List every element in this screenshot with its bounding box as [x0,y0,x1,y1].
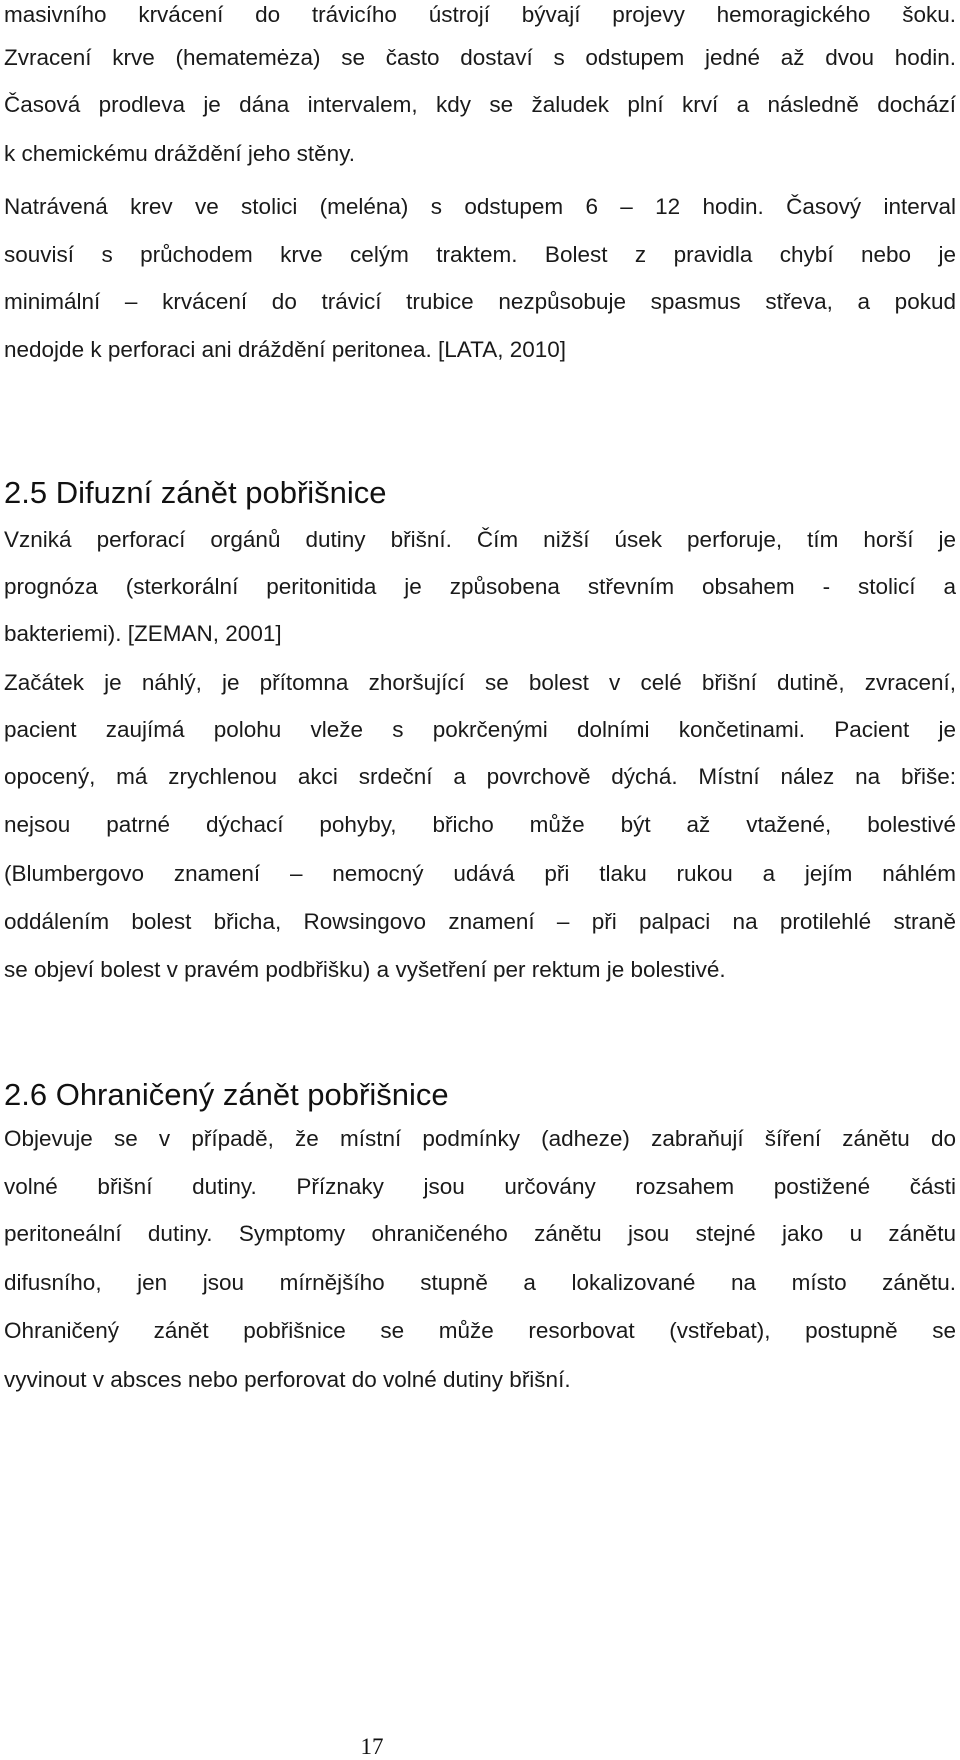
section-heading: 2.6 Ohraničený zánět pobřišnice [4,1077,449,1112]
text-line: vyvinout v absces nebo perforovat do volné dutiny břišní. [4,1367,571,1392]
text-line: volné břišní dutiny. Příznaky jsou určovány rozsahem postižené části [4,1174,956,1199]
text-line: Ohraničený zánět pobřišnice se může resorbovat (vstřebat), postupně se [4,1318,956,1343]
text-line: difusního, jen jsou mírnějšího stupně a lokalizované na místo zánětu. [4,1270,956,1295]
text-line: bakteriemi). [ZEMAN, 2001] [4,621,282,646]
text-line: Zvracení krve (hematemėza) se často dostaví s odstupem jedné až dvou hodin. [4,45,956,70]
text-line: Natrávená krev ve stolici (meléna) s odstupem 6 – 12 hodin. Časový interval [4,194,956,219]
text-line: opocený, má zrychlenou akci srdeční a povrchově dýchá. Místní nález na břiše: [4,764,956,789]
text-line: Začátek je náhlý, je přítomna zhoršující se bolest v celé břišní dutině, zvracení, [4,670,956,695]
text-line: Objevuje se v případě, že místní podmínky (adheze) zabraňují šíření zánětu do [4,1126,956,1151]
text-line: oddálením bolest břicha, Rowsingovo znamení – při palpaci na protilehlé straně [4,909,956,934]
text-line: peritoneální dutiny. Symptomy ohraničeného zánětu jsou stejné jako u zánětu [4,1221,956,1246]
text-line: pacient zaujímá polohu vleže s pokrčenými dolními končetinami. Pacient je [4,717,956,742]
section-heading: 2.5 Difuzní zánět pobřišnice [4,475,387,510]
text-line: k chemickému dráždění jeho stěny. [4,141,356,166]
text-line: nedojde k perforaci ani dráždění peritonea. [LATA, 2010] [4,337,567,362]
text-line: Vzniká perforací orgánů dutiny břišní. Čím nižší úsek perforuje, tím horší je [4,527,956,552]
text-line: souvisí s průchodem krve celým traktem. Bolest z pravidla chybí nebo je [4,242,956,267]
text-line: minimální – krvácení do trávicí trubice nezpůsobuje spasmus střeva, a pokud [4,289,956,314]
text-line: se objeví bolest v pravém podbřišku) a vyšetření per rektum je bolestivé. [4,957,726,982]
text-line: (Blumbergovo znamení – nemocný udává při tlaku rukou a jejím náhlém [4,861,956,886]
text-line: nejsou patrné dýchací pohyby, břicho může být až vtažené, bolestivé [4,812,956,837]
text-line: prognóza (sterkorální peritonitida je způsobena střevním obsahem - stolicí a [4,574,956,599]
page-number: 17 [360,1734,384,1759]
text-line: Časová prodleva je dána intervalem, kdy se žaludek plní krví a následně dochází [4,92,956,117]
text-line: masivního krvácení do trávicího ústrojí bývají projevy hemoragického šoku. [4,2,956,27]
